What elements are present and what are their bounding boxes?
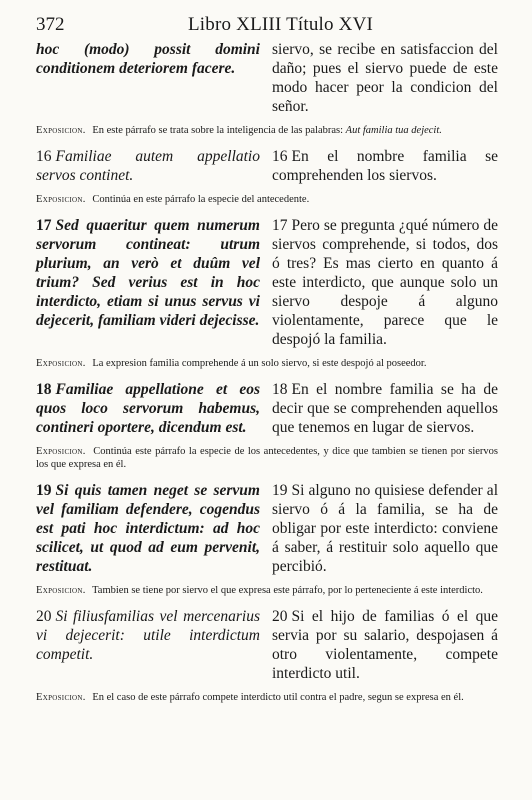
latin-text (36, 380, 260, 437)
paragraph-number: 18 (36, 381, 52, 398)
latin-body: Familiae autem appellatio servos continet. (36, 148, 260, 184)
latin-text (36, 607, 260, 683)
latin-body: Familiae appellatione et eos quos loco servorum habemus, contineri oportere, dicendum est. (36, 381, 260, 436)
latin-text (36, 481, 260, 576)
paragraph-section (36, 40, 498, 137)
exposicion-quote: Aut familia tua dejecit. (345, 125, 442, 136)
exposicion-text: La expresion familia comprehende á un solo siervo, si este despojó al poseedor. (92, 358, 427, 369)
paragraph-number: 18 (272, 381, 288, 398)
spanish-body: Si alguno no quisiese defender al siervo ó á la familia, se ha de obligar por este interdicto: conviene á saber, á restituir solo aquello que percibió. (272, 482, 498, 575)
bilingual-columns (36, 147, 498, 185)
spanish-body: Si el hijo de familias ó el que servia por su salario, despojasen á otro violentamente, compete interdicto util. (272, 608, 498, 682)
spanish-text (272, 216, 498, 349)
page-header (36, 12, 498, 40)
paragraph-section (36, 380, 498, 471)
exposicion-text: En el caso de este párrafo compete interdicto util contra el padre, segun se expresa en él. (92, 692, 464, 703)
exposicion-label: Exposicion. (36, 585, 86, 596)
latin-body: Si quis tamen neget se servum vel familiam defendere, cogendus est pati hoc interdictum: ad hoc scilicet, ut quod ad eum pervenit, restituat. (36, 482, 260, 575)
exposicion-text: Tambien se tiene por siervo el que expresa este párrafo, por lo perteneciente á este interdicto. (92, 585, 483, 596)
exposicion-note (36, 124, 498, 137)
paragraph-number: 19 (272, 482, 288, 499)
exposicion-note (36, 357, 498, 370)
paragraph-number: 16 (272, 148, 288, 165)
exposicion-text: Continúa en este párrafo la especie del antecedente. (92, 194, 310, 205)
paragraph-number: 17 (36, 217, 52, 234)
spanish-text (272, 481, 498, 576)
exposicion-note (36, 193, 498, 206)
spanish-text (272, 380, 498, 437)
paragraph-number: 16 (36, 148, 52, 165)
running-head: Libro XLIII Título XVI (188, 14, 374, 35)
bilingual-columns (36, 481, 498, 576)
paragraph-number: 19 (36, 482, 52, 499)
exposicion-label: Exposicion. (36, 194, 86, 205)
exposicion-text: Continúa este párrafo la especie de los antecedentes, y dice que tambien se tienen por siervos los que expresa en él. (36, 446, 498, 470)
spanish-text (272, 607, 498, 683)
paragraph-number: 20 (36, 608, 52, 625)
bilingual-columns (36, 40, 498, 116)
book-page (36, 12, 498, 714)
latin-text: hoc (modo) possit domini conditionem deteriorem facere. (36, 41, 260, 77)
paragraph-number: 17 (272, 217, 288, 234)
paragraph-section (36, 216, 498, 370)
latin-text (36, 147, 260, 185)
page-number: 372 (36, 14, 65, 35)
paragraph-section (36, 607, 498, 704)
paragraph-section (36, 147, 498, 206)
spanish-body: En el nombre familia se ha de decir que se comprehenden aquellos que tenemos en lugar de siervos. (272, 381, 498, 436)
exposicion-label: Exposicion. (36, 446, 86, 457)
spanish-body: En el nombre familia se comprehenden los siervos. (272, 148, 498, 184)
exposicion-label: Exposicion. (36, 358, 86, 369)
latin-body: Si filiusfamilias vel mercenarius vi dejecerit: utile interdictum competit. (36, 608, 260, 663)
latin-text (36, 216, 260, 349)
exposicion-note (36, 584, 498, 597)
exposicion-label: Exposicion. (36, 125, 86, 136)
spanish-text: siervo, se recibe en satisfaccion del daño; pues el siervo puede de este modo hacer peor la condicion del señor. (272, 41, 498, 115)
exposicion-note (36, 691, 498, 704)
bilingual-columns (36, 216, 498, 349)
exposicion-text: En este párrafo se trata sobre la inteligencia de las palabras: (92, 125, 344, 136)
spanish-body: Pero se pregunta ¿qué número de siervos comprehende, si todos, dos ó tres? Es mas cierto en quanto á este interdicto, que aunque solo un siervo despoje á alguno violentamente, parece que le despojó la familia. (272, 217, 498, 348)
bilingual-columns (36, 607, 498, 683)
bilingual-columns (36, 380, 498, 437)
spanish-text (272, 147, 498, 185)
exposicion-note (36, 445, 498, 471)
paragraph-number: 20 (272, 608, 288, 625)
latin-body: Sed quaeritur quem numerum servorum contineat: utrum plurium, an verò et duûm vel trium? Sed verius est in hoc interdicto, etiam si unus servus vi dejecerit, familiam videri dejecisse. (36, 217, 260, 329)
paragraph-section (36, 481, 498, 597)
exposicion-label: Exposicion. (36, 692, 86, 703)
